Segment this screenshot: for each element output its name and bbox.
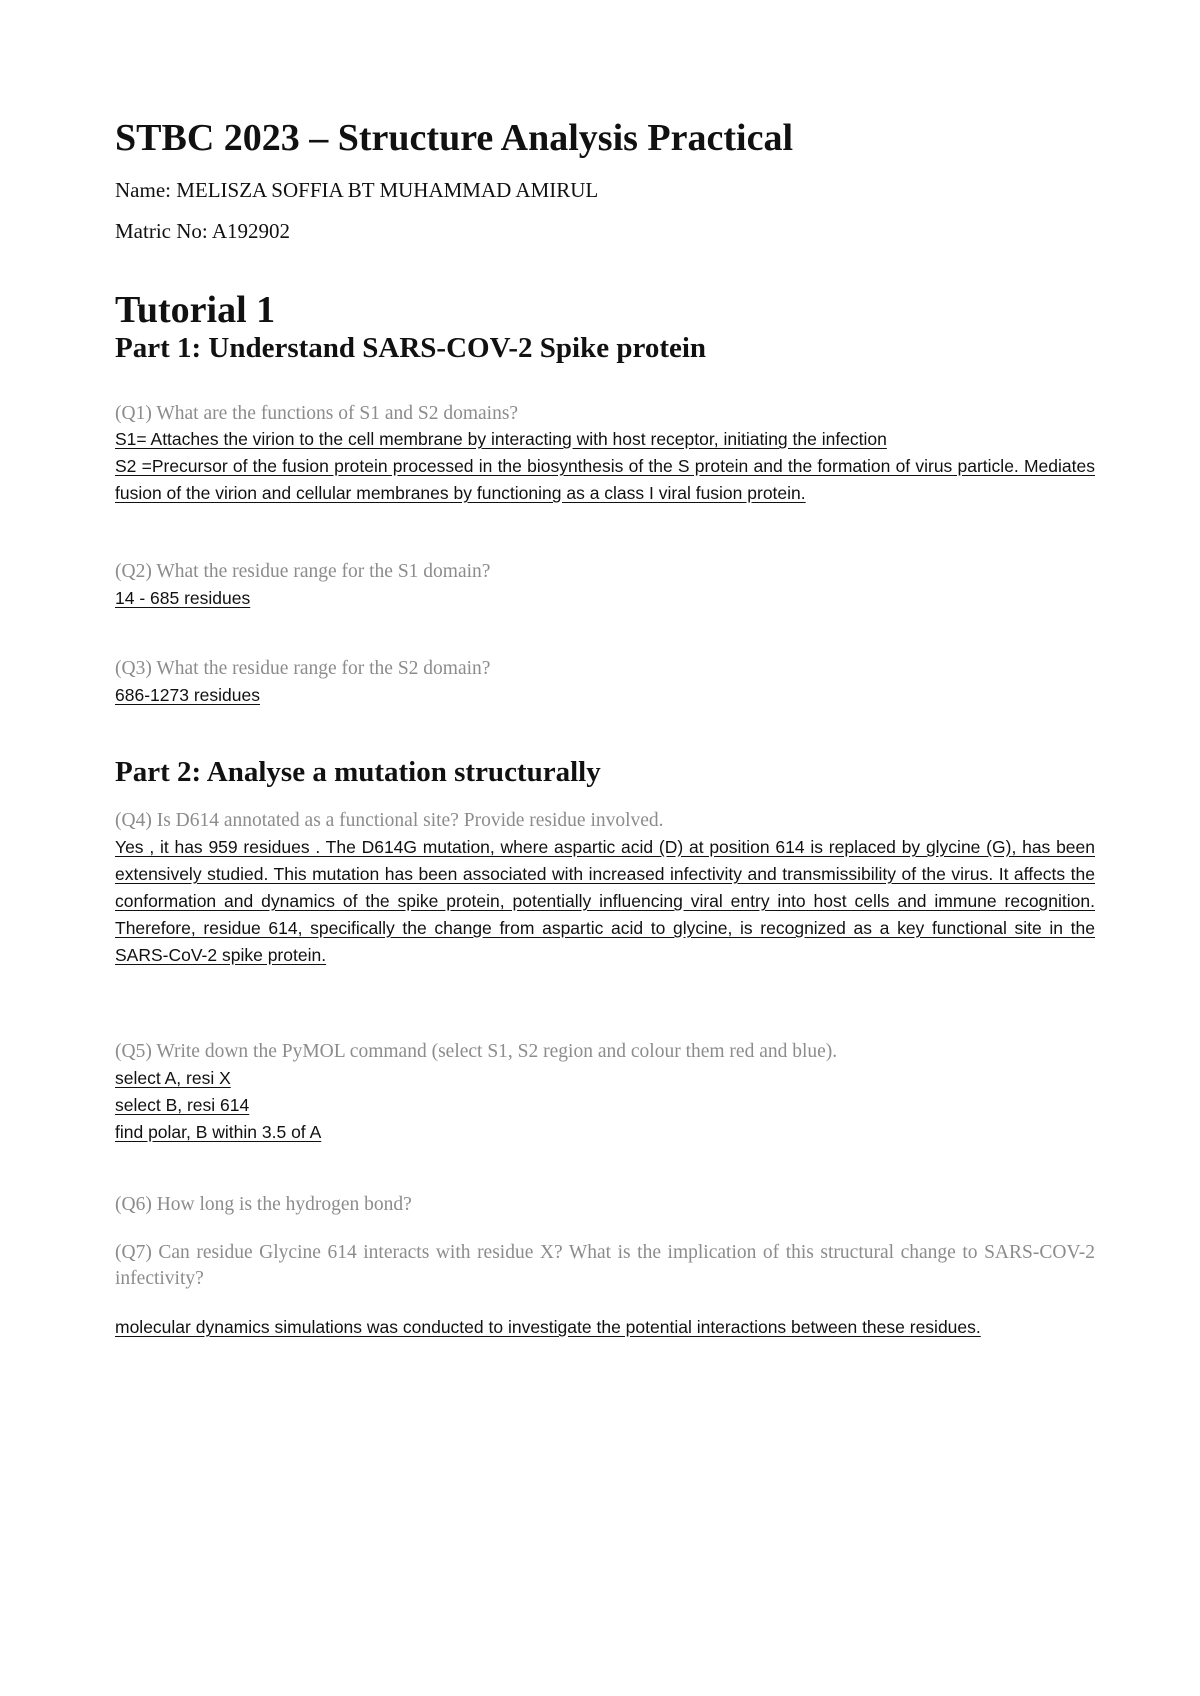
- part1-heading: Part 1: Understand SARS-COV-2 Spike protein: [115, 332, 707, 364]
- answer-5-line-1: select A, resi X: [115, 1068, 231, 1088]
- document-title: STBC 2023 – Structure Analysis Practical: [115, 117, 794, 159]
- question-2: (Q2) What the residue range for the S1 domain?: [115, 561, 491, 582]
- student-name: Name: MELISZA SOFFIA BT MUHAMMAD AMIRUL: [115, 178, 599, 202]
- question-3: (Q3) What the residue range for the S2 domain?: [115, 658, 491, 679]
- question-5: (Q5) Write down the PyMOL command (select S1, S2 region and colour them red and blue).: [115, 1041, 838, 1062]
- answer-5-line-3: find polar, B within 3.5 of A: [115, 1122, 322, 1142]
- answer-2: 14 - 685 residues: [115, 588, 251, 608]
- question-4: (Q4) Is D614 annotated as a functional site? Provide residue involved.: [115, 810, 664, 831]
- answer-7: molecular dynamics simulations was conducted to investigate the potential interactions between these residues.: [115, 1317, 981, 1337]
- question-1: (Q1) What are the functions of S1 and S2 domains?: [115, 403, 519, 424]
- answer-3: 686-1273 residues: [115, 685, 260, 705]
- part2-heading: Part 2: Analyse a mutation structurally: [115, 756, 601, 788]
- answer-1-s2: S2 =Precursor of the fusion protein processed in the biosynthesis of the S protein and the formation of virus particle. Mediates fusion of the virion and cellular membranes by functioning as a class I viral fusion protein.: [115, 456, 1095, 503]
- question-6: (Q6) How long is the hydrogen bond?: [115, 1194, 412, 1215]
- matric-number: Matric No: A192902: [115, 219, 290, 243]
- tutorial-heading: Tutorial 1: [115, 289, 276, 331]
- answer-1-s1: S1= Attaches the virion to the cell membrane by interacting with host receptor, initiating the infection: [115, 429, 887, 449]
- answer-5-line-2: select B, resi 614: [115, 1095, 250, 1115]
- document-content: [115, 112, 1095, 1341]
- answer-4: Yes , it has 959 residues . The D614G mutation, where aspartic acid (D) at position 614 is replaced by glycine (G), has been extensively studied. This mutation has been associated with increased infectivity and transmissibility of the virus. It affects the conformation and dynamics of the spike protein, potentially influencing viral entry into host cells and immune recognition. Therefore, residue 614, specifically the change from aspartic acid to glycine, is recognized as a key functional site in the SARS-CoV-2 spike protein.: [115, 837, 1095, 965]
- question-7: (Q7) Can residue Glycine 614 interacts with residue X? What is the implication of this structural change to SARS-COV-2 infectivity?: [115, 1242, 1095, 1289]
